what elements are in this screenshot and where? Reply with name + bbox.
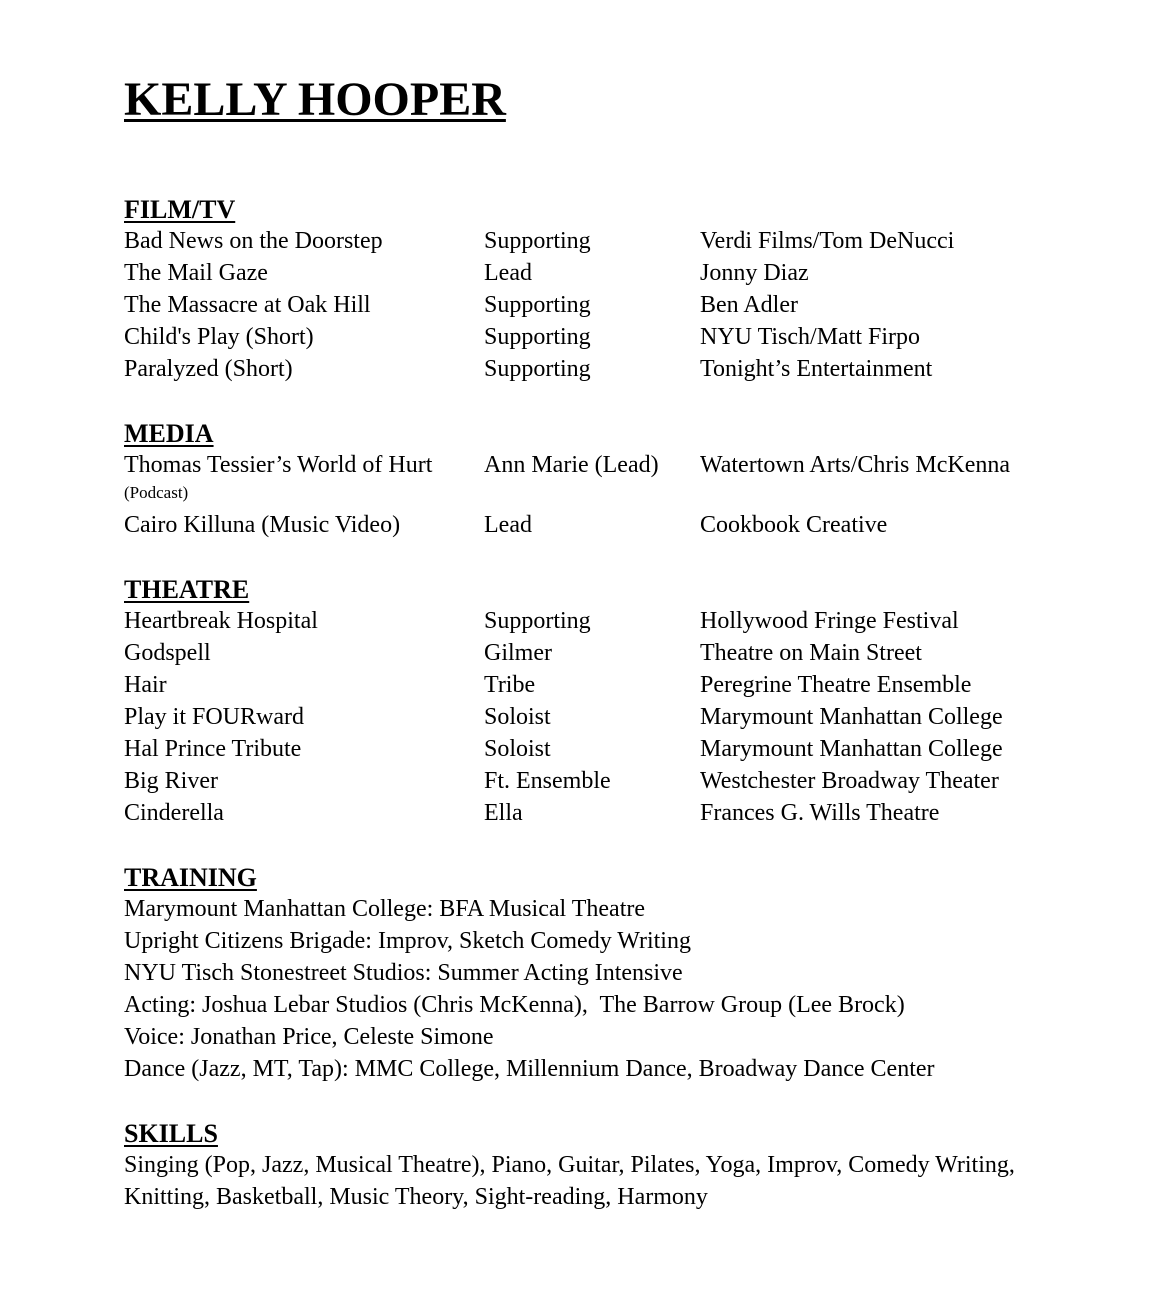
- credit-company: Marymount Manhattan College: [700, 736, 1003, 762]
- credit-company: Tonight’s Entertainment: [700, 356, 933, 382]
- credit-company: Hollywood Fringe Festival: [700, 608, 959, 634]
- credit-row: [124, 353, 1124, 385]
- theatre-section: [124, 575, 1124, 829]
- credit-title: Godspell: [124, 640, 211, 666]
- credit-role: Soloist: [484, 704, 551, 730]
- credit-row: [124, 257, 1124, 289]
- film-tv-list: [124, 225, 1124, 385]
- credit-company: Theatre on Main Street: [700, 640, 922, 666]
- skills-heading: SKILLS: [124, 1119, 218, 1148]
- credit-role: Ft. Ensemble: [484, 768, 611, 794]
- credit-title: The Massacre at Oak Hill: [124, 292, 371, 318]
- credit-row: [124, 225, 1124, 257]
- credit-title-cell: [124, 449, 484, 509]
- credit-role: Supporting: [484, 608, 591, 634]
- training-line: Voice: Jonathan Price, Celeste Simone: [124, 1024, 494, 1050]
- training-line: Acting: Joshua Lebar Studios (Chris McKenna), The Barrow Group (Lee Brock): [124, 992, 905, 1018]
- media-heading: MEDIA: [124, 419, 214, 448]
- training-list: [124, 893, 1124, 1085]
- credit-company: Frances G. Wills Theatre: [700, 800, 940, 826]
- credit-row: [124, 669, 1124, 701]
- skills-section: [124, 1119, 1124, 1213]
- theatre-list: [124, 605, 1124, 829]
- film-tv-section: [124, 195, 1124, 385]
- media-section: [124, 419, 1124, 541]
- training-line: Marymount Manhattan College: BFA Musical Theatre: [124, 896, 646, 922]
- credit-role: Lead: [484, 260, 532, 286]
- credit-company: Cookbook Creative: [700, 512, 888, 538]
- credit-role: Soloist: [484, 736, 551, 762]
- credit-title: Child's Play (Short): [124, 324, 314, 350]
- credit-company: Westchester Broadway Theater: [700, 768, 999, 794]
- credit-row: [124, 289, 1124, 321]
- credit-company: Verdi Films/Tom DeNucci: [700, 228, 955, 254]
- theatre-heading: THEATRE: [124, 575, 250, 604]
- credit-title: Bad News on the Doorstep: [124, 228, 383, 254]
- credit-role: Lead: [484, 512, 532, 538]
- credit-note: (Podcast): [124, 483, 189, 502]
- credit-company: NYU Tisch/Matt Firpo: [700, 324, 921, 350]
- training-line: NYU Tisch Stonestreet Studios: Summer Acting Intensive: [124, 960, 683, 986]
- credit-company: Marymount Manhattan College: [700, 704, 1003, 730]
- credit-role: Tribe: [484, 672, 536, 698]
- credit-role: Ella: [484, 800, 523, 826]
- credit-role: Gilmer: [484, 640, 552, 666]
- training-line: Dance (Jazz, MT, Tap): MMC College, Millennium Dance, Broadway Dance Center: [124, 1056, 935, 1082]
- film-tv-heading: FILM/TV: [124, 195, 236, 224]
- credit-role: Ann Marie (Lead): [484, 452, 659, 478]
- skills-text: Singing (Pop, Jazz, Musical Theatre), Piano, Guitar, Pilates, Yoga, Improv, Comedy Writing, Knitting, Basketball, Music Theory, Sight-reading, Harmony: [124, 1152, 1015, 1210]
- credit-title: Big River: [124, 768, 218, 794]
- credit-company: Watertown Arts/Chris McKenna: [700, 452, 1011, 478]
- credit-row: [124, 701, 1124, 733]
- credit-title: Play it FOURward: [124, 704, 304, 730]
- credit-row: [124, 765, 1124, 797]
- media-list: [124, 449, 1124, 541]
- credit-role: Supporting: [484, 292, 591, 318]
- credit-title: Cinderella: [124, 800, 224, 826]
- training-section: [124, 863, 1124, 1085]
- credit-company: Peregrine Theatre Ensemble: [700, 672, 972, 698]
- credit-company: Ben Adler: [700, 292, 798, 318]
- resume-page: [124, 70, 1124, 1213]
- credit-title: Hal Prince Tribute: [124, 736, 302, 762]
- credit-row: [124, 797, 1124, 829]
- resume-name: KELLY HOOPER: [124, 73, 506, 126]
- credit-company: Jonny Diaz: [700, 260, 809, 286]
- credit-role: Supporting: [484, 356, 591, 382]
- credit-title: Heartbreak Hospital: [124, 608, 318, 634]
- credit-title: Cairo Killuna (Music Video): [124, 512, 401, 538]
- credit-row: [124, 605, 1124, 637]
- credit-title: Hair: [124, 672, 167, 698]
- credit-row: [124, 509, 1124, 541]
- credit-title: The Mail Gaze: [124, 260, 268, 286]
- credit-title: Thomas Tessier’s World of Hurt: [124, 452, 433, 478]
- credit-role: Supporting: [484, 228, 591, 254]
- credit-role: Supporting: [484, 324, 591, 350]
- credit-row: [124, 733, 1124, 765]
- credit-row: [124, 637, 1124, 669]
- training-heading: TRAINING: [124, 863, 257, 892]
- credit-row: [124, 449, 1124, 509]
- credit-title: Paralyzed (Short): [124, 356, 293, 382]
- credit-row: [124, 321, 1124, 353]
- training-line: Upright Citizens Brigade: Improv, Sketch Comedy Writing: [124, 928, 691, 954]
